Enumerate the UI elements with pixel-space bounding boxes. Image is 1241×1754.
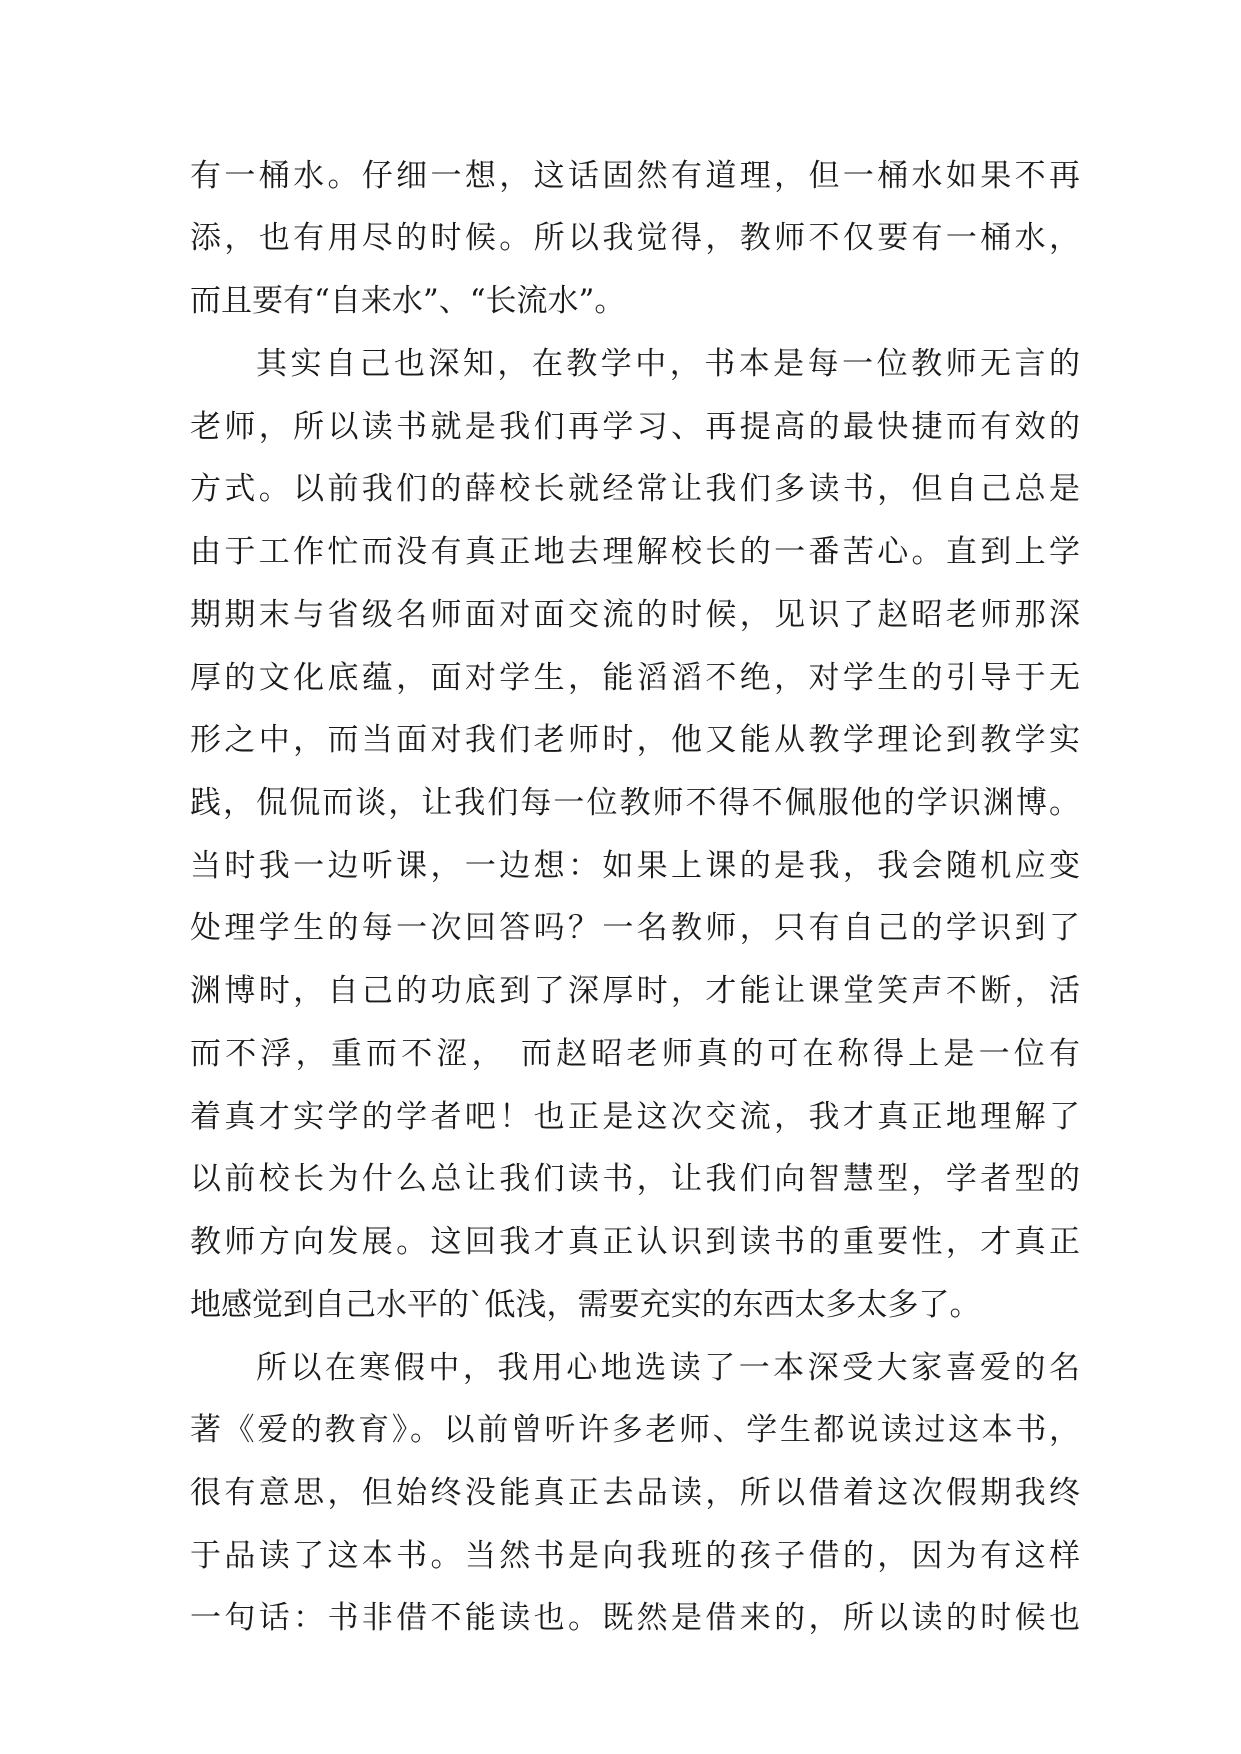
text-line: 当时我一边听课，一边想：如果上课的是我，我会随机应变 (190, 848, 1080, 884)
text-line: 厚的文化底蕴，面对学生，能滔滔不绝，对学生的引导于无 (190, 660, 1080, 696)
text-line: 著《爱的教育》。以前曾听许多老师、学生都说读过这本书， (190, 1412, 1080, 1448)
text-line: 期期末与省级名师面对面交流的时候，见识了赵昭老师那深 (190, 597, 1080, 633)
text-line: 践，侃侃而谈，让我们每一位教师不得不佩服他的学识渊博。 (190, 785, 1080, 821)
text-line: 一句话：书非借不能读也。既然是借来的，所以读的时候也 (190, 1600, 1080, 1636)
text-line: 于品读了这本书。当然书是向我班的孩子借的，因为有这样 (190, 1538, 1080, 1574)
text-line: 方式。以前我们的薛校长就经常让我们多读书，但自己总是 (190, 471, 1080, 507)
text-line: 很有意思，但始终没能真正去品读，所以借着这次假期我终 (190, 1475, 1080, 1511)
paragraph-first-line: 所以在寒假中，我用心地选读了一本深受大家喜爱的名 (256, 1350, 1080, 1386)
text-line: 而不浮，重而不涩， 而赵昭老师真的可在称得上是一位有 (190, 1036, 1080, 1072)
text-line: 由于工作忙而没有真正地去理解校长的一番苦心。直到上学 (190, 534, 1080, 570)
text-line: 有一桶水。仔细一想，这话固然有道理，但一桶水如果不再 (190, 158, 1080, 194)
text-line: 而且要有“自来水”、“长流水”。 (190, 283, 626, 319)
text-line: 添，也有用尽的时候。所以我觉得，教师不仅要有一桶水， (190, 220, 1080, 256)
text-line: 处理学生的每一次回答吗？一名教师，只有自己的学识到了 (190, 910, 1080, 946)
text-line: 教师方向发展。这回我才真正认识到读书的重要性，才真正 (190, 1224, 1080, 1260)
text-line: 老师，所以读书就是我们再学习、再提高的最快捷而有效的 (190, 409, 1080, 445)
text-line: 着真才实学的学者吧！也正是这次交流，我才真正地理解了 (190, 1099, 1080, 1135)
text-line: 以前校长为什么总让我们读书，让我们向智慧型，学者型的 (190, 1161, 1080, 1197)
text-line: 渊博时，自己的功底到了深厚时，才能让课堂笑声不断，活 (190, 973, 1080, 1009)
paragraph-first-line: 其实自己也深知，在教学中，书本是每一位教师无言的 (256, 346, 1080, 382)
text-line: 地感觉到自己水平的`低浅，需要充实的东西太多太多了。 (190, 1287, 981, 1323)
text-line: 形之中，而当面对我们老师时，他又能从教学理论到教学实 (190, 722, 1080, 758)
